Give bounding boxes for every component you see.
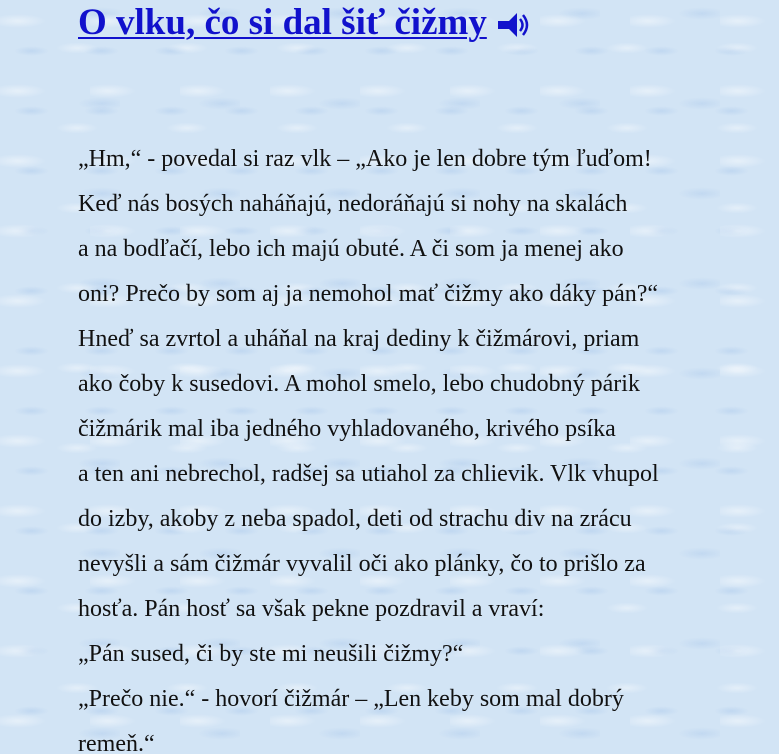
story-line: Keď nás bosých naháňajú, nedoráňajú si nohy na skalách xyxy=(78,191,628,217)
story-line: ako čoby k susedovi. A mohol smelo, lebo chudobný párik xyxy=(78,371,640,397)
story-line: hosťa. Pán hosť sa však pekne pozdravil a vraví: xyxy=(78,596,545,622)
story-line: a ten ani nebrechol, radšej sa utiahol za chlievik. Vlk vhupol xyxy=(78,461,659,487)
speaker-icon[interactable] xyxy=(497,7,531,37)
story-line: a na bodľačí, lebo ich majú obuté. A či som ja menej ako xyxy=(78,236,624,262)
story-line: oni? Prečo by som aj ja nemohol mať čižmy ako dáky pán?“ xyxy=(78,281,659,307)
title-row xyxy=(78,0,531,44)
story-line: čižmárik mal iba jedného vyhladovaného, krivého psíka xyxy=(78,416,616,442)
story-line: do izby, akoby z neba spadol, deti od strachu div na zrácu xyxy=(78,506,632,532)
story-title-link[interactable] xyxy=(78,1,531,44)
story-line: nevyšli a sám čižmár vyvalil oči ako plánky, čo to prišlo za xyxy=(78,551,646,577)
story-line: remeň.“ xyxy=(78,731,155,754)
story-text xyxy=(78,137,758,754)
story-line: Hneď sa zvrtol a uháňal na kraj dediny k čižmárovi, priam xyxy=(78,326,640,352)
story-line: „Pán sused, či by ste mi neušili čižmy?“ xyxy=(78,641,464,667)
story-line: „Prečo nie.“ - hovorí čižmár – „Len keby som mal dobrý xyxy=(78,686,624,712)
story-line: „Hm,“ - povedal si raz vlk – „Ako je len dobre tým ľuďom! xyxy=(78,146,652,172)
story-title[interactable]: O vlku, čo si dal šiť čižmy xyxy=(78,1,487,43)
